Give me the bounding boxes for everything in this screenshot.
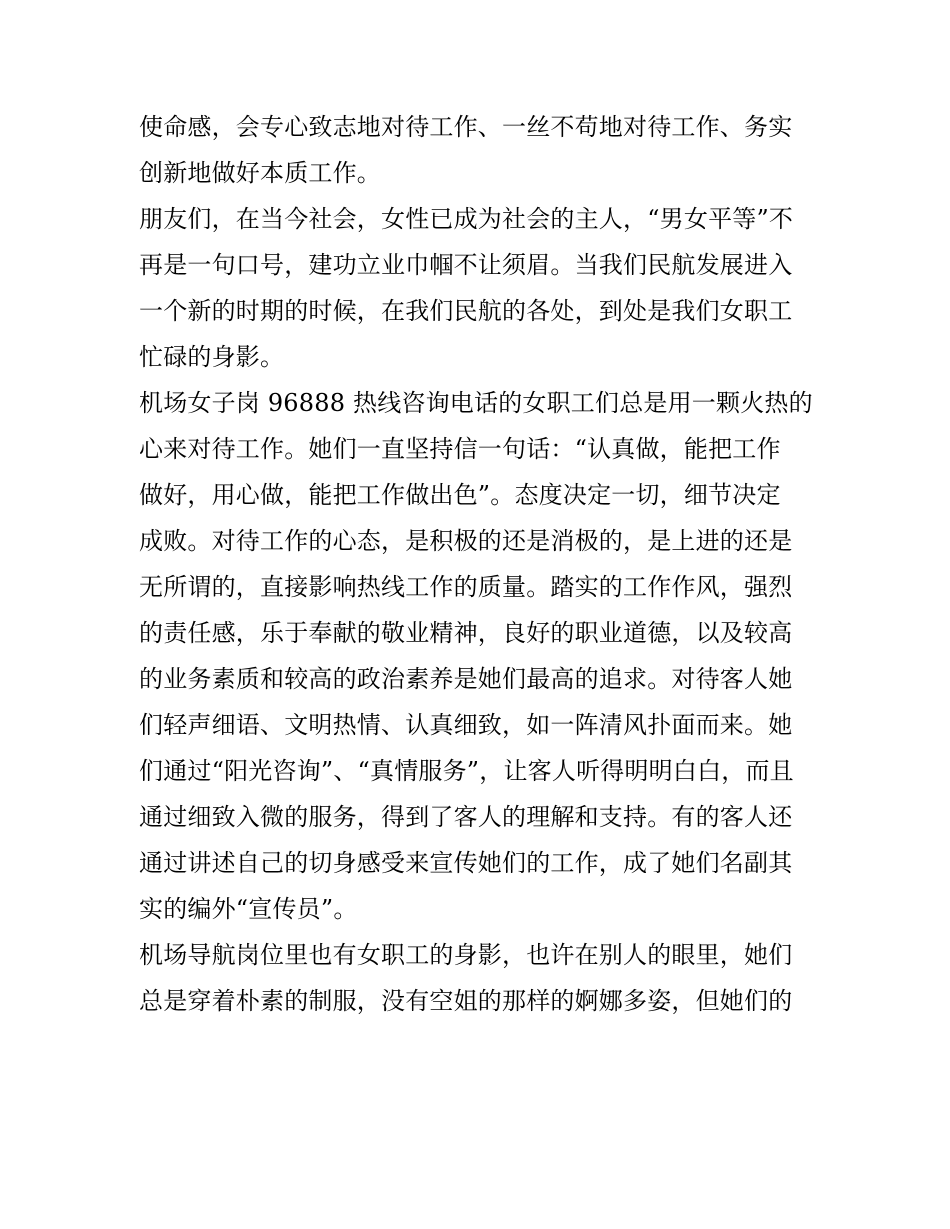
text-line: 忙碌的身影。 <box>139 343 285 371</box>
text-line: 机场导航岗位里也有女职工的身影，也许在别人的眼里，她们 <box>139 941 793 969</box>
text-line: 们轻声细语、文明热情、认真细致，如一阵清风扑面而来。她 <box>139 711 793 739</box>
text-line: 一个新的时期的时候，在我们民航的各处，到处是我们女职工 <box>139 297 793 325</box>
document-body <box>139 104 819 1024</box>
text-line: 心来对待工作。她们一直坚持信一句话：“认真做，能把工作 <box>139 435 781 463</box>
text-line: 机场女子岗 96888 热线咨询电话的女职工们总是用一颗火热的 <box>139 389 813 417</box>
text-line: 创新地做好本质工作。 <box>139 159 381 187</box>
text-line: 们通过“阳光咨询”、“真情服务”，让客人听得明明白白，而且 <box>139 757 794 785</box>
text-line: 成败。对待工作的心态，是积极的还是消极的，是上进的还是 <box>139 527 793 555</box>
text-line: 的责任感，乐于奉献的敬业精神，良好的职业道德，以及较高 <box>139 619 793 647</box>
text-line: 再是一句口号，建功立业巾帼不让须眉。当我们民航发展进入 <box>139 251 793 279</box>
text-line: 做好，用心做，能把工作做出色”。态度决定一切，细节决定 <box>139 481 781 509</box>
text-line: 无所谓的，直接影响热线工作的质量。踏实的工作作风，强烈 <box>139 573 793 601</box>
text-line: 总是穿着朴素的制服，没有空姐的那样的婀娜多姿，但她们的 <box>139 987 793 1015</box>
text-line: 的业务素质和较高的政治素养是她们最高的追求。对待客人她 <box>139 665 793 693</box>
text-line: 使命感，会专心致志地对待工作、一丝不苟地对待工作、务实 <box>139 113 793 141</box>
text-line: 实的编外“宣传员”。 <box>139 895 358 923</box>
text-line: 通过讲述自己的切身感受来宣传她们的工作，成了她们名副其 <box>139 849 793 877</box>
text-line: 通过细致入微的服务，得到了客人的理解和支持。有的客人还 <box>139 803 793 831</box>
text-line: 朋友们，在当今社会，女性已成为社会的主人，“男女平等”不 <box>139 205 794 233</box>
